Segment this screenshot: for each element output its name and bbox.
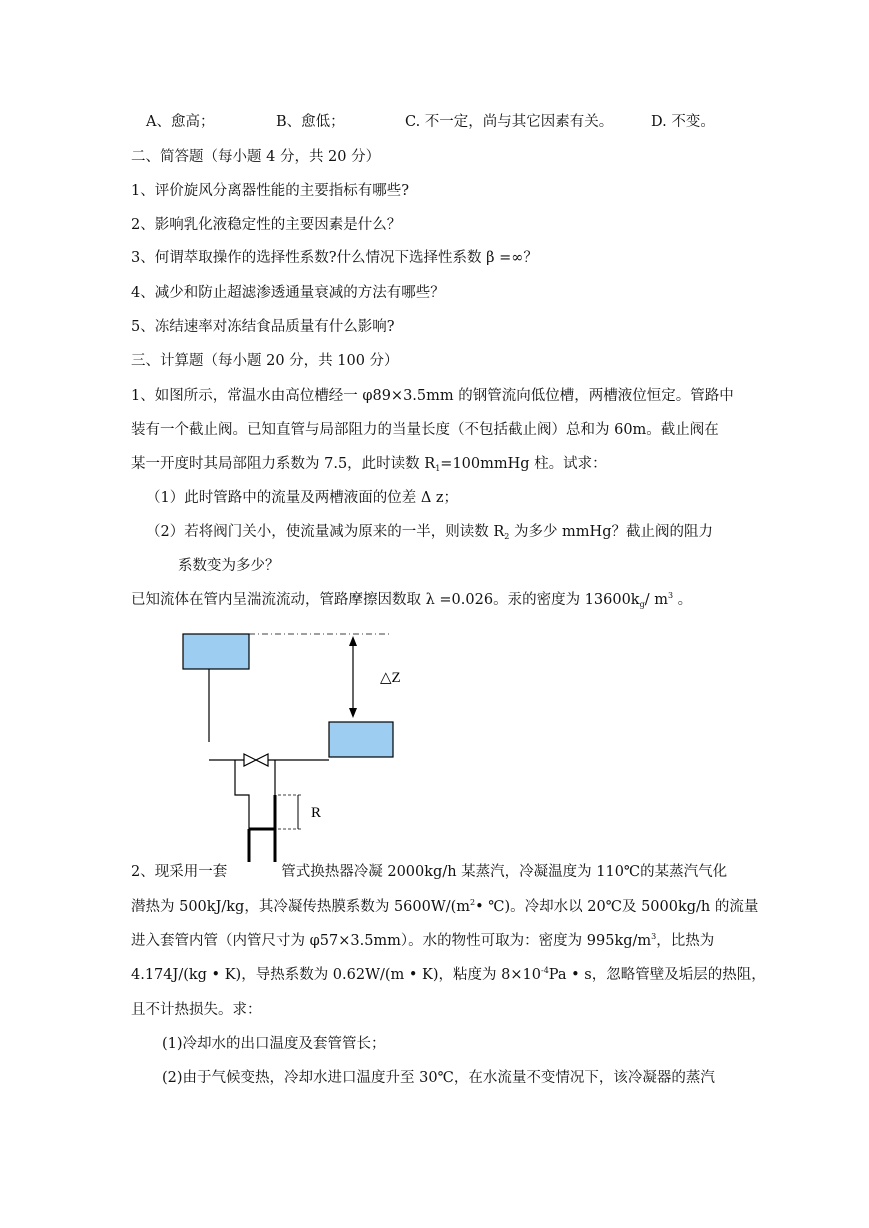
section2-question: 5、冻结速率对冻结食品质量有什么影响? (131, 319, 395, 335)
choice-b: B、愈低； (276, 114, 345, 130)
arrow-head-up (349, 636, 357, 646)
section3-heading: 三、计算题（每小题 20 分，共 100 分） (131, 353, 399, 369)
low-tank (329, 722, 393, 757)
problem1-text: 某一开度时其局部阻力系数为 7.5，此时读数 $R_1=100mmHg$ 柱。试求： (131, 456, 607, 473)
problem1-question-1: （1）此时管路中的流量及两槽液面的位差 Δ z； (146, 490, 459, 506)
valve-icon (244, 754, 256, 766)
choice-c: C. 不一定，尚与其它因素有关。 (405, 114, 614, 130)
high-tank (183, 634, 249, 669)
problem2-text: 且不计热损失。求： (131, 1002, 262, 1018)
manometer-left-tap (235, 760, 249, 862)
section2-heading: 二、简答题（每小题 4 分，共 20 分） (131, 149, 381, 165)
section2-question: 4、减少和防止超滤渗透通量衰减的方法有哪些？ (131, 285, 445, 301)
problem1-known: 已知流体在管内呈湍流流动，管路摩擦因数取 λ =0.026。汞的密度为 $13600k_g/$ $m^3$ 。 (131, 591, 693, 609)
problem1-question-2-cont: 系数变为多少？ (178, 558, 280, 574)
problem1-question-2: （2）若将阀门关小，使流量减为原来的一半，则读数 $R_2$ 为多少 mmHg？截止阀的阻力 (146, 524, 713, 541)
section2-question: 1、评价旋风分离器性能的主要指标有哪些? (131, 183, 409, 199)
problem2-text: 潜热为 500kJ/kg，其冷凝传热膜系数为 $5600W/(m^2•$ ℃)。冷却水以 20℃及 5000kg/h 的流量 (131, 898, 759, 915)
problem2-question-2: (2)由于气候变热，冷却水进口温度升至 30℃，在水流量不变情况下，该冷凝器的蒸汽 (162, 1070, 715, 1086)
problem2-text: 4.174J/(kg • K)，导热系数为 0.62W/(m • K)，粘度为 $8\times 10^{-4}Pa$ • s，忽略管壁及垢层的热阻， (131, 966, 766, 983)
problem1-text: 1、如图所示，常温水由高位槽经一 φ89×3.5mm 的钢管流向低位槽，两槽液位恒定。管路中 (131, 388, 734, 404)
valve-icon (256, 754, 268, 766)
delta-z-label: △Z (380, 670, 401, 686)
problem2-question-1: (1)冷却水的出口温度及套管管长； (162, 1036, 386, 1052)
choice-d: D. 不变。 (651, 114, 715, 130)
problem1-text: 装有一个截止阀。已知直管与局部阻力的当量长度（不包括截止阀）总和为 60m。截止阀在 (131, 422, 719, 438)
section2-question: 2、影响乳化液稳定性的主要因素是什么？ (131, 217, 402, 233)
r-label: R (311, 805, 322, 821)
section2-question: 3、何谓萃取操作的选择性系数?什么情况下选择性系数 β =∞？ (131, 250, 538, 266)
problem2-text: 2、现采用一套 管式换热器冷凝 2000kg/h 某蒸汽，冷凝温度为 110℃的某蒸汽气化 (131, 864, 728, 880)
problem2-text: 进入套管内管（内管尺寸为 φ57×3.5mm）。水的物性可取为：密度为 $995kg/m^3$，比热为 (131, 932, 715, 949)
choice-a: A、愈高； (146, 114, 215, 130)
arrow-head-down (349, 708, 357, 718)
